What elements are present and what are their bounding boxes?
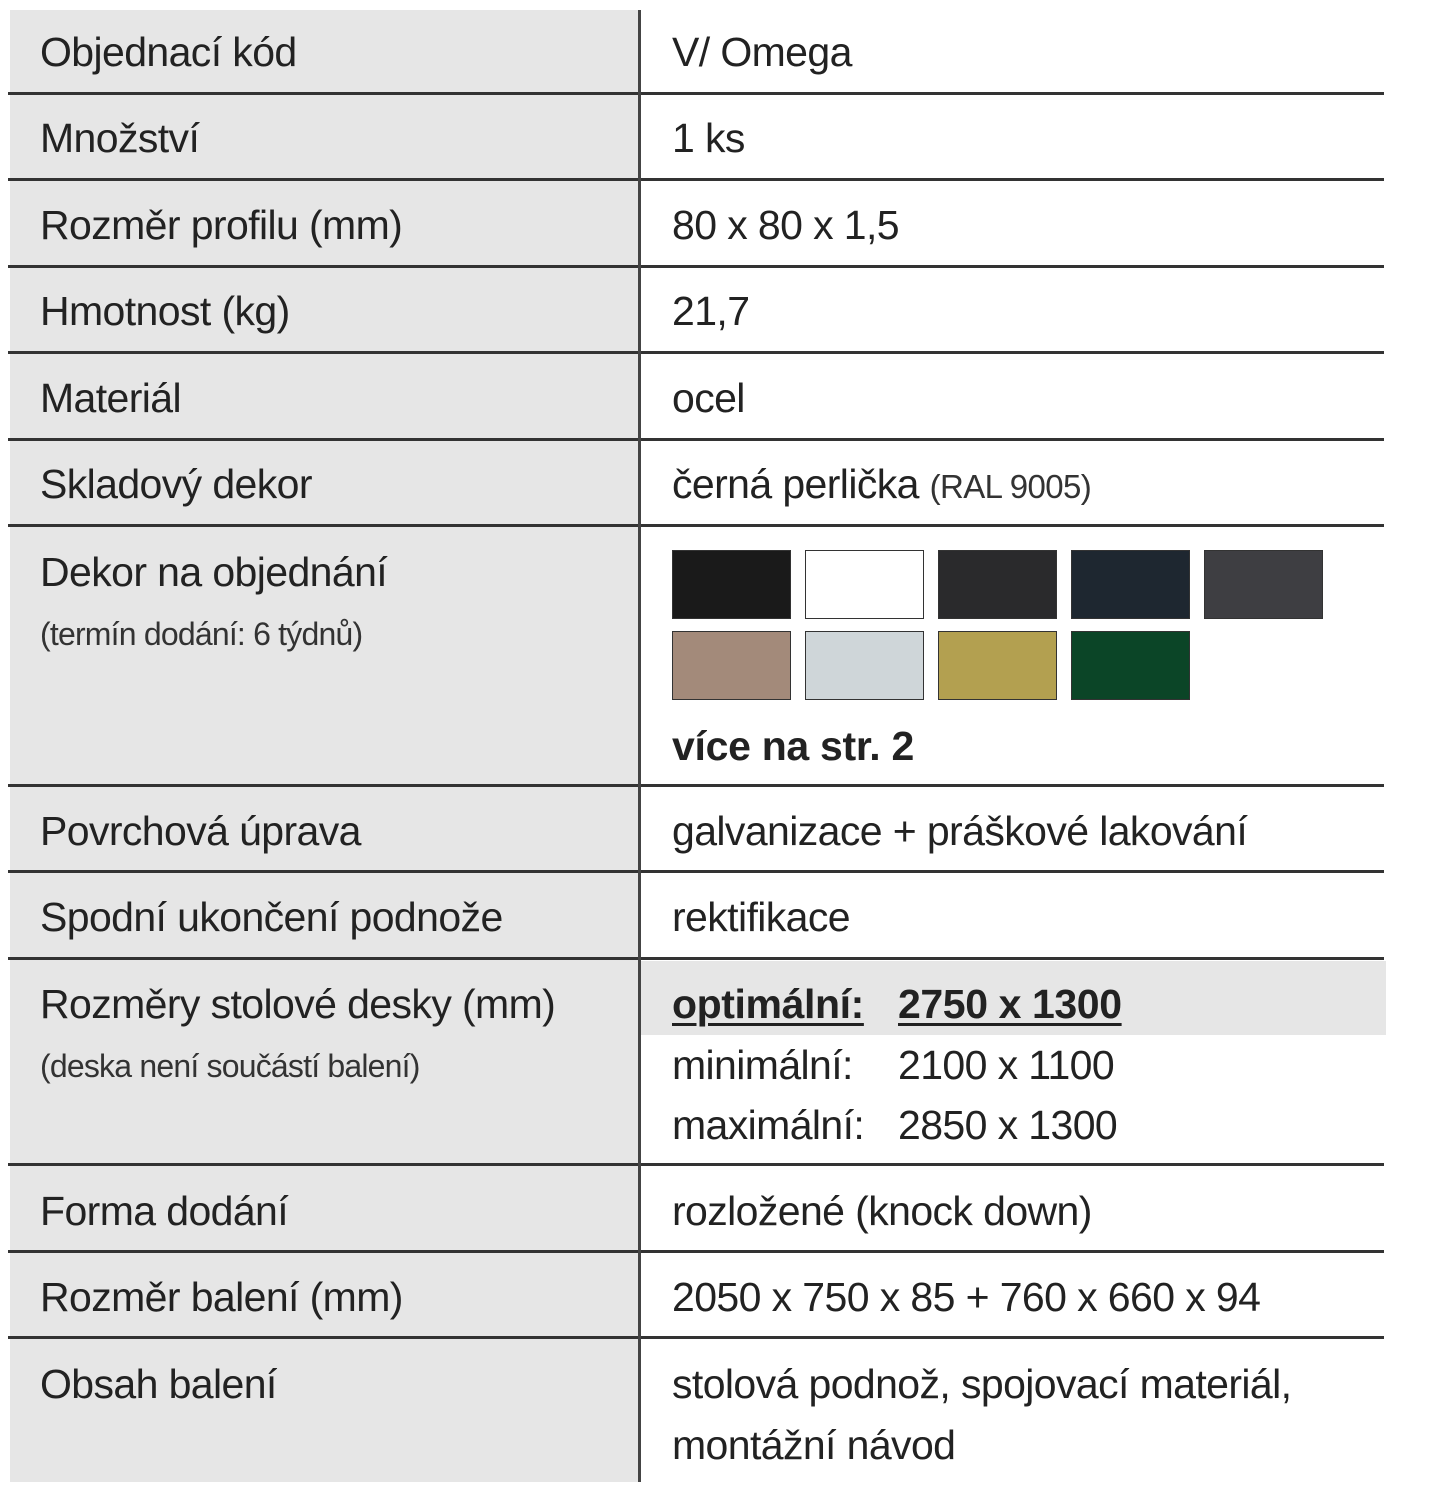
optimal-size-value: 2750 x 1300: [898, 981, 1122, 1027]
stock-decor-ral: (RAL 9005): [929, 468, 1092, 505]
swatch-beige-brown: [672, 631, 791, 700]
label-profile-size: Rozměr profilu (mm): [40, 202, 403, 248]
optimal-size-label: optimální:: [672, 981, 864, 1027]
label-stock-decor: Skladový dekor: [40, 461, 312, 507]
swatch-black-gloss: [672, 550, 791, 619]
swatch-light-grey: [805, 631, 924, 700]
row-divider: [8, 1163, 1384, 1166]
minimal-size-value: 2100 x 1100: [898, 1042, 1115, 1088]
label-package-size: Rozměr balení (mm): [40, 1274, 403, 1320]
swatch-black-textured: [938, 550, 1057, 619]
maximal-size-value: 2850 x 1300: [898, 1102, 1118, 1148]
swatch-graphite: [1204, 550, 1323, 619]
swatch-gold: [938, 631, 1057, 700]
more-decors-link: více na str. 2: [672, 723, 914, 769]
stock-decor-name: černá perlička: [672, 461, 919, 507]
row-divider: [8, 784, 1384, 787]
column-divider: [638, 10, 641, 1482]
minimal-size-line: [672, 1042, 1115, 1088]
row-divider: [8, 265, 1384, 268]
value-order-code: V/ Omega: [672, 29, 852, 75]
swatch-dark-navy: [1071, 550, 1190, 619]
row-divider: [8, 178, 1384, 181]
swatch-white: [805, 550, 924, 619]
swatch-dark-green: [1071, 631, 1190, 700]
value-package-contents-line1: stolová podnož, spojovací materiál,: [672, 1361, 1292, 1407]
row-divider: [8, 438, 1384, 441]
row-divider: [8, 870, 1384, 873]
value-package-size: 2050 x 750 x 85 + 760 x 660 x 94: [672, 1274, 1261, 1320]
maximal-size-label: maximální:: [672, 1102, 865, 1148]
value-delivery-form: rozložené (knock down): [672, 1188, 1092, 1234]
tabletop-not-included-note: (deska není součástí balení): [40, 1048, 420, 1084]
maximal-size-line: [672, 1102, 1118, 1148]
label-package-contents: Obsah balení: [40, 1361, 277, 1407]
optimal-size-line: [672, 981, 1122, 1027]
label-material: Materiál: [40, 375, 182, 421]
label-weight: Hmotnost (kg): [40, 288, 290, 334]
value-quantity: 1 ks: [672, 115, 745, 161]
value-weight: 21,7: [672, 288, 750, 334]
label-order-decor: Dekor na objednání: [40, 549, 388, 595]
value-material: ocel: [672, 375, 745, 421]
label-quantity: Množství: [40, 115, 200, 161]
value-stock-decor: [672, 461, 1092, 507]
label-delivery-form: Forma dodání: [40, 1188, 289, 1234]
row-divider: [8, 92, 1384, 95]
row-divider: [8, 1336, 1384, 1339]
value-profile-size: 80 x 80 x 1,5: [672, 202, 899, 248]
label-order-code: Objednací kód: [40, 29, 297, 75]
value-surface-finish: galvanizace + práškové lakování: [672, 808, 1248, 854]
row-divider: [8, 1250, 1384, 1253]
label-tabletop-size: Rozměry stolové desky (mm): [40, 981, 556, 1027]
value-package-contents-line2: montážní návod: [672, 1422, 956, 1468]
order-decor-delivery-note: (termín dodání: 6 týdnů): [40, 616, 363, 652]
label-surface-finish: Povrchová úprava: [40, 808, 361, 854]
value-foot-ending: rektifikace: [672, 894, 850, 940]
label-foot-ending: Spodní ukončení podnože: [40, 894, 503, 940]
row-divider: [8, 957, 1384, 960]
row-divider: [8, 524, 1384, 527]
row-divider: [8, 351, 1384, 354]
minimal-size-label: minimální:: [672, 1042, 853, 1088]
